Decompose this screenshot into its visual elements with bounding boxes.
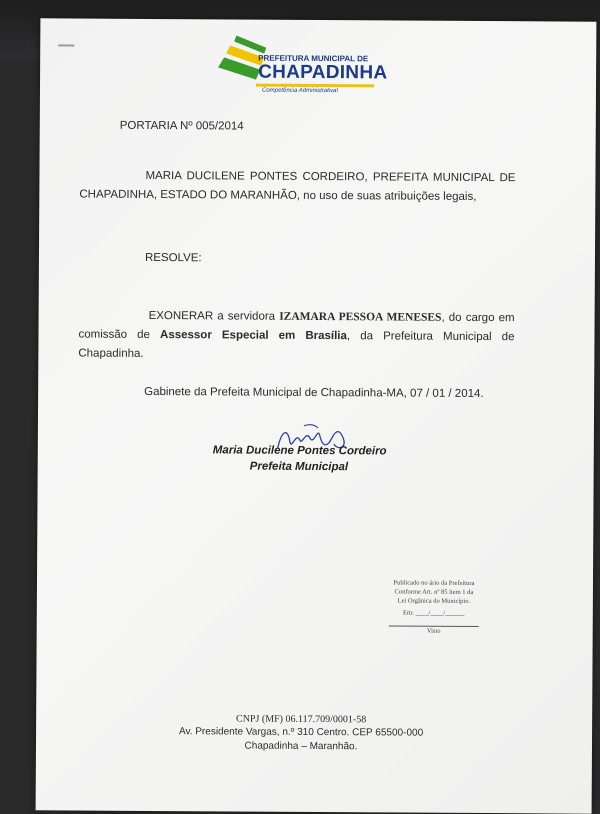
portaria-number: PORTARIA Nº 005/2014 (119, 119, 244, 133)
footer-cnpj: CNPJ (MF) 06.117.709/0001-58 (236, 713, 367, 726)
stamp-line1: Publicado no ário da Prefeitura (393, 579, 475, 587)
footer-address: Av. Presidente Vargas, n.º 310 Centro. CEP 65500-000 (178, 726, 424, 739)
footer-city: Chapadinha – Maranhão. (244, 740, 358, 753)
document-page (36, 18, 597, 813)
body-text-a: EXONERAR a servidora (148, 309, 280, 323)
stamp-line3: Lei Orgânica do Município. (397, 597, 471, 605)
body-paragraph (78, 307, 514, 367)
body-text-c: , da Prefeitura Municipal de Chapadinha. (78, 330, 515, 360)
resolve-heading: RESOLVE: (144, 251, 202, 265)
signatory-name: Maria Ducilene Pontes Cordeiro (212, 444, 387, 458)
signatory-title: Prefeita Municipal (249, 460, 349, 474)
staple (58, 44, 74, 46)
logo-line1: PREFEITURA MUNICIPAL DE (258, 53, 369, 64)
stamp-line2: Conforme Art. nº 85 ítem 1 da (394, 588, 474, 596)
stamp-date: Em: ____/____/______ (402, 609, 465, 617)
position-title: Assessor Especial em Brasília (160, 329, 347, 343)
body-text-b: , do cargo em comissão de (78, 311, 515, 342)
logo-line2: CHAPADINHA (258, 61, 388, 84)
publication-stamp (389, 578, 479, 636)
employee-name: IZAMARA PESSOA MENESES (279, 310, 442, 324)
stamp-visto: Visto (389, 625, 479, 636)
logo-line3: Competência Administrativa! (261, 87, 339, 95)
prefeitura-logo (214, 31, 388, 98)
intro-paragraph: MARIA DUCILENE PONTES CORDEIRO, PREFEITA MUNICIPAL DE CHAPADINHA, ESTADO DO MARANHÃO, no uso de suas atribuições legais, (79, 169, 516, 203)
gabinete-line: Gabinete da Prefeita Municipal de Chapadinha-MA, 07 / 01 / 2014. (144, 385, 484, 401)
